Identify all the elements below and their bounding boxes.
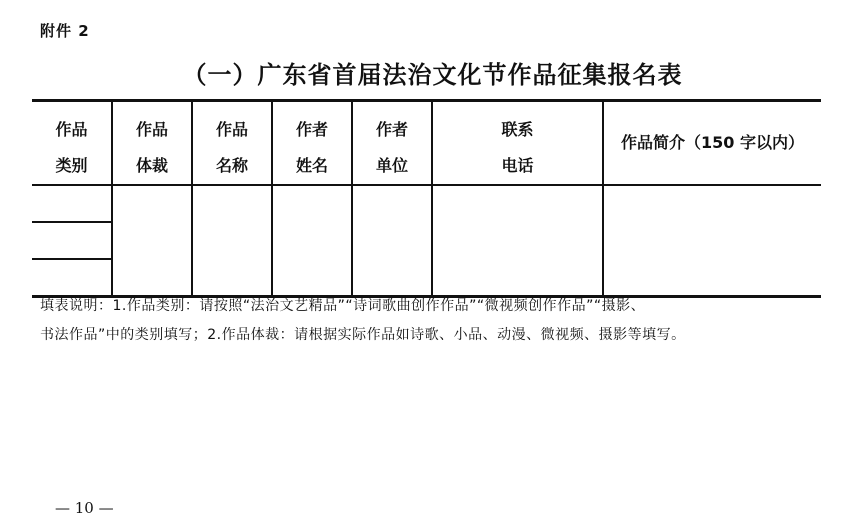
header-author-name: 作者 姓名 [272, 101, 352, 186]
attachment-label: 附件 2 [40, 22, 90, 40]
header-work-name: 作品 名称 [192, 101, 272, 186]
filling-instructions [40, 292, 840, 350]
table-row [32, 185, 821, 222]
instructions-line-1: 填表说明：1.作品类别：请按照“法治文艺精品”“诗词歌曲创作作品”“微视频创作作品”“摄影、 [40, 298, 646, 314]
instructions-line-2: 书法作品”中的类别填写；2.作品体裁：请根据实际作品如诗歌、小品、动漫、微视频、摄影等填写。 [40, 327, 686, 343]
header-work-introduction: 作品简介（150 字以内） [603, 101, 821, 186]
cell-author-name[interactable] [272, 185, 352, 297]
header-contact-phone: 联系 电话 [432, 101, 603, 186]
registration-form-table [32, 99, 821, 298]
header-work-category: 作品 类别 [32, 101, 112, 186]
cell-work-category[interactable] [32, 259, 112, 297]
page-number: — 10 — [55, 499, 114, 517]
header-author-unit: 作者 单位 [352, 101, 432, 186]
header-row [32, 101, 821, 186]
cell-work-introduction[interactable] [603, 185, 821, 297]
cell-author-unit[interactable] [352, 185, 432, 297]
cell-work-category[interactable] [32, 222, 112, 259]
form-title: （一）广东省首届法治文化节作品征集报名表 [182, 60, 683, 89]
cell-contact-phone[interactable] [432, 185, 603, 297]
header-work-genre: 作品 体裁 [112, 101, 192, 186]
cell-work-category[interactable] [32, 185, 112, 222]
cell-work-genre[interactable] [112, 185, 192, 297]
cell-work-name[interactable] [192, 185, 272, 297]
